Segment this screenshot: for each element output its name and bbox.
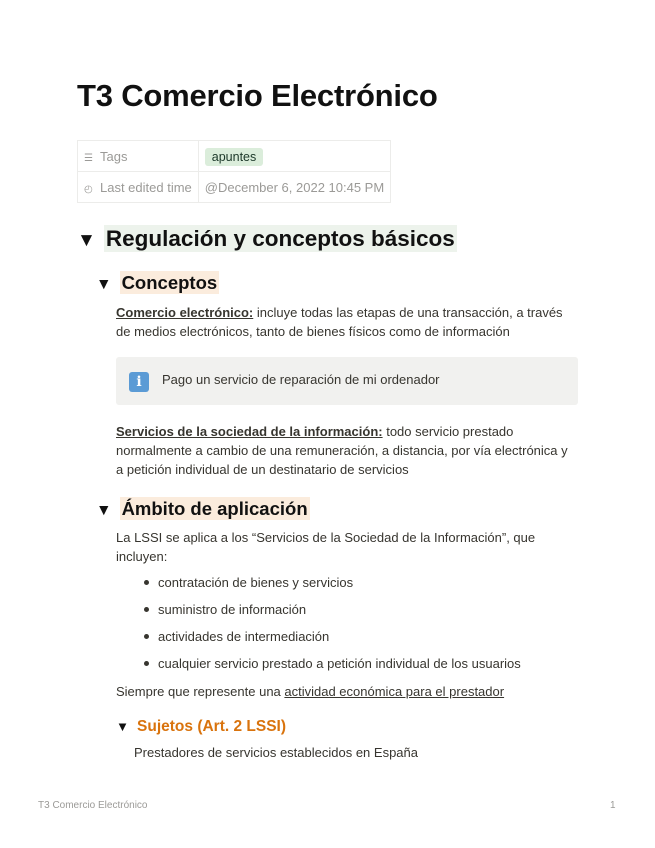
list-item: suministro de información — [140, 600, 521, 627]
list-item: contratación de bienes y servicios — [140, 573, 521, 600]
list-item: actividades de intermediación — [140, 627, 521, 654]
toggle-heading-regulacion[interactable]: ▼ Regulación y conceptos básicos — [77, 226, 455, 251]
info-icon: i — [129, 372, 149, 392]
paragraph-ambito-closing: Siempre que represente una actividad económica para el prestador — [116, 684, 505, 699]
callout-block — [116, 357, 578, 405]
list-item: cualquier servicio prestado a petición individual de los usuarios — [140, 654, 521, 681]
list-icon: ☰ — [84, 152, 93, 164]
paragraph-ambito-intro: La LSSI se aplica a los “Servicios de la Sociedad de la Información”, que incluyen: — [116, 530, 536, 564]
paragraph-comercio-electronico: Comercio electrónico: incluye todas las etapas de una transacción, a través de medios electrónicos, tanto de bienes físicos como de información — [116, 305, 563, 339]
toggle-triangle-icon[interactable]: ▼ — [77, 230, 96, 251]
toggle-heading-ambito[interactable]: ▼ Ámbito de aplicación — [96, 498, 308, 519]
properties-table — [77, 140, 391, 203]
footer-title: T3 Comercio Electrónico — [38, 800, 148, 811]
toggle-heading-conceptos[interactable]: ▼ Conceptos — [96, 272, 218, 293]
toggle-heading-sujetos[interactable]: ▼ Sujetos (Art. 2 LSSI) — [116, 718, 287, 735]
clock-icon: ◴ — [84, 183, 93, 195]
property-row-last-edited — [78, 172, 391, 203]
paragraph-sujetos: Prestadores de servicios establecidos en España — [134, 745, 418, 760]
property-key: ☰ Tags — [78, 141, 199, 172]
property-value: @December 6, 2022 10:45 PM — [198, 172, 390, 203]
property-row-tags — [78, 141, 391, 172]
toggle-triangle-icon[interactable]: ▼ — [96, 276, 112, 293]
property-value — [198, 141, 390, 172]
property-key: ◴ Last edited time — [78, 172, 199, 203]
callout-text: Pago un servicio de reparación de mi ordenador — [162, 372, 440, 387]
bullet-list — [140, 573, 521, 681]
paragraph-servicios-sociedad: Servicios de la sociedad de la información: todo servicio prestado normalmente a cambio de una remuneración, a distancia, por vía electrónica y a petición individual de un destinatario de servicios — [116, 424, 568, 477]
underlined-text: actividad económica para el prestador — [284, 684, 505, 699]
toggle-triangle-icon[interactable]: ▼ — [96, 502, 112, 519]
toggle-triangle-icon[interactable]: ▼ — [116, 719, 130, 734]
page-title: T3 Comercio Electrónico — [77, 78, 438, 113]
tag-badge[interactable]: apuntes — [205, 148, 263, 166]
footer-page-number: 1 — [610, 800, 616, 811]
